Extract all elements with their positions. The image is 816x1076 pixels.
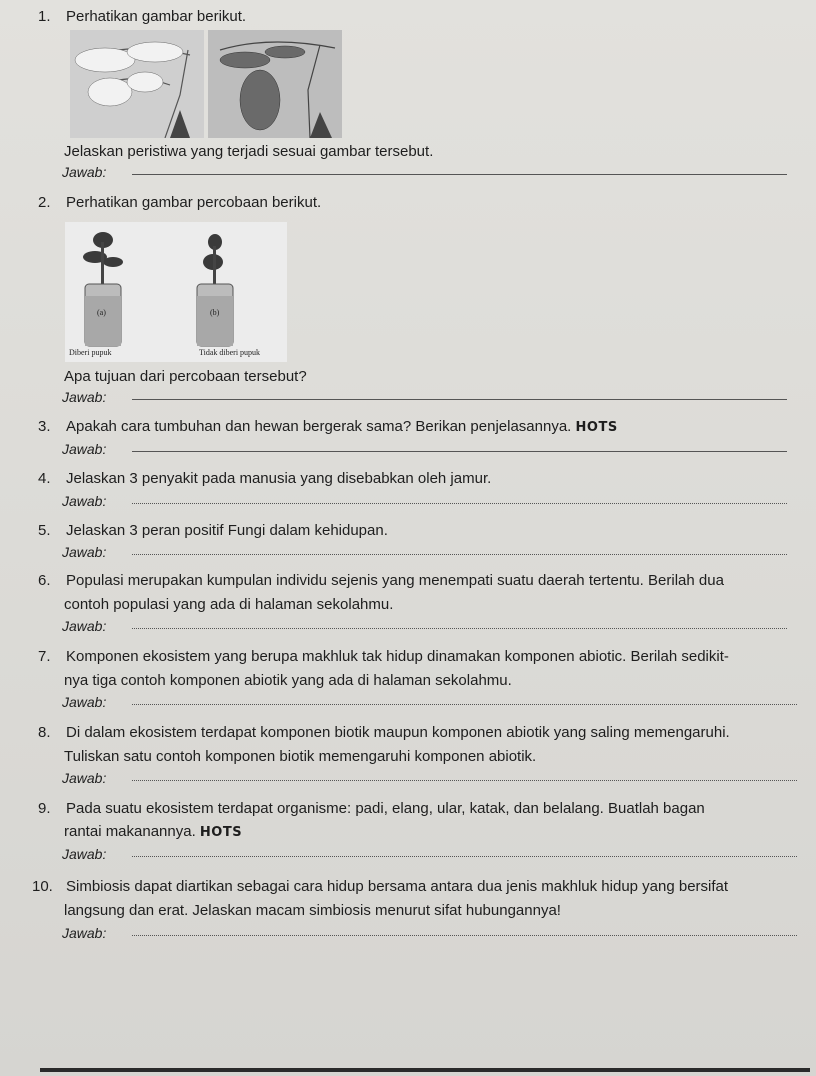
fertilizer-experiment-figure	[65, 222, 287, 362]
question-6	[38, 570, 724, 591]
answer-line[interactable]	[132, 554, 787, 555]
question-number: 8.	[38, 724, 51, 741]
answer-label: Jawab:	[62, 846, 107, 862]
question-text-line-1: Komponen ekosistem yang berupa makhluk tak hidup dinamakan komponen abiotic. Berilah sedikit-	[66, 648, 729, 665]
question-number: 10.	[32, 878, 53, 895]
answer-line[interactable]	[132, 451, 787, 452]
question-1-prompt: Jelaskan peristiwa yang terjadi sesuai gambar tersebut.	[64, 143, 434, 160]
answer-label: Jawab:	[62, 493, 107, 509]
mimosa-plant-figure	[70, 30, 342, 143]
question-text-line-1: Populasi merupakan kumpulan individu sejenis yang menempati suatu daerah tertentu. Berilah dua	[66, 572, 724, 589]
answer-label: Jawab:	[62, 694, 107, 710]
answer-line[interactable]	[132, 704, 797, 705]
figure-label-a: (a)	[97, 308, 106, 317]
question-2-prompt: Apa tujuan dari percobaan tersebut?	[64, 368, 307, 385]
hots-badge: HOTS	[199, 825, 243, 840]
hots-badge: HOTS	[575, 420, 618, 435]
question-number: 2.	[38, 194, 51, 211]
question-text-line-2: Tuliskan satu contoh komponen biotik memengaruhi komponen abiotik.	[64, 748, 537, 765]
question-text-line-1: Simbiosis dapat diartikan sebagai cara hidup bersama antara dua jenis makhluk hidup yang bersifat	[66, 878, 729, 895]
question-text: Perhatikan gambar percobaan berikut.	[66, 194, 322, 211]
question-text: Jelaskan 3 peran positif Fungi dalam kehidupan.	[66, 522, 388, 539]
question-number: 1.	[38, 8, 51, 25]
question-text-line-1: Di dalam ekosistem terdapat komponen biotik maupun komponen abiotik yang saling memengaruhi.	[66, 724, 730, 741]
question-4	[38, 468, 491, 489]
answer-label: Jawab:	[62, 925, 107, 941]
answer-line[interactable]	[132, 503, 787, 504]
question-number: 9.	[38, 800, 51, 817]
answer-label: Jawab:	[62, 618, 107, 634]
question-text-line-2: nya tiga contoh komponen abiotik yang ada di halaman sekolahmu.	[64, 672, 512, 689]
question-text-line-1: Pada suatu ekosistem terdapat organisme: padi, elang, ular, katak, dan belalang. Buatlah bagan	[66, 800, 705, 817]
question-5	[38, 520, 388, 541]
question-9-line-2	[64, 821, 242, 843]
question-1	[38, 6, 246, 27]
answer-label: Jawab:	[62, 164, 107, 180]
question-text: Jelaskan 3 penyakit pada manusia yang disebabkan oleh jamur.	[66, 470, 492, 487]
question-3	[38, 416, 618, 438]
figure-caption-b: Tidak diberi pupuk	[199, 348, 261, 357]
answer-line[interactable]	[132, 628, 787, 629]
question-number: 3.	[38, 418, 51, 435]
answer-label: Jawab:	[62, 544, 107, 560]
question-number: 7.	[38, 648, 51, 665]
question-8	[38, 722, 730, 743]
question-7	[38, 646, 729, 667]
question-10	[32, 876, 728, 897]
answer-line[interactable]	[132, 856, 797, 857]
question-text-line-2: contoh populasi yang ada di halaman sekolahmu.	[64, 596, 394, 613]
answer-label: Jawab:	[62, 389, 107, 405]
answer-label: Jawab:	[62, 441, 107, 457]
figure-caption-a: Diberi pupuk	[69, 348, 112, 357]
question-text: Apakah cara tumbuhan dan hewan bergerak sama? Berikan penjelasannya.	[66, 418, 572, 435]
question-text-line-2: langsung dan erat. Jelaskan macam simbiosis menurut sifat hubungannya!	[64, 902, 561, 919]
figure-label-b: (b)	[210, 308, 220, 317]
question-9	[38, 798, 705, 819]
answer-line[interactable]	[132, 174, 787, 175]
answer-line[interactable]	[132, 399, 787, 400]
answer-line[interactable]	[132, 935, 797, 936]
question-number: 6.	[38, 572, 51, 589]
question-number: 5.	[38, 522, 51, 539]
question-text-line-2: rantai makanannya.	[64, 823, 196, 840]
question-text: Perhatikan gambar berikut.	[66, 8, 247, 25]
page-bottom-edge	[40, 1068, 810, 1072]
question-2	[38, 192, 321, 213]
question-number: 4.	[38, 470, 51, 487]
answer-line[interactable]	[132, 780, 797, 781]
answer-label: Jawab:	[62, 770, 107, 786]
